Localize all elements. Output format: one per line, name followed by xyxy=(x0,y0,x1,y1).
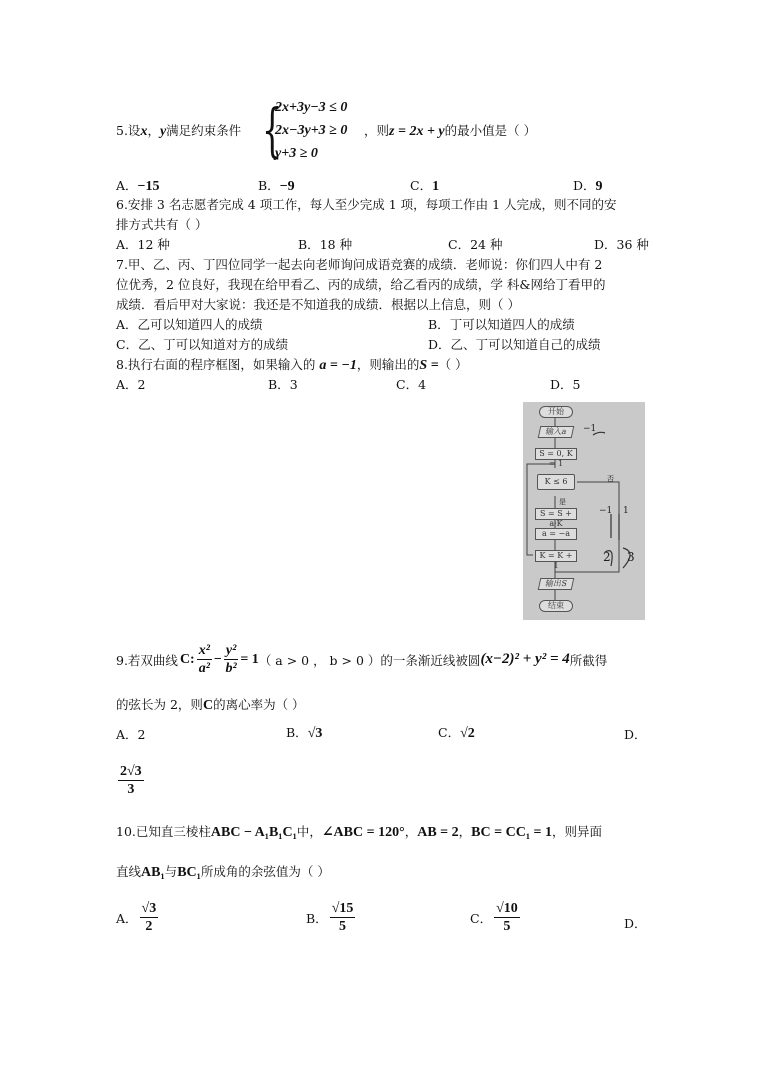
q5-option-c-value: 1 xyxy=(432,179,440,194)
q9-option-b-value: √3 xyxy=(307,726,323,741)
q9-option-c xyxy=(438,723,475,742)
q6-option-c xyxy=(448,235,502,253)
q10-option-c-num: √10 xyxy=(496,901,518,916)
q6-option-b xyxy=(298,235,352,253)
q9-option-d-label: D． xyxy=(624,727,647,742)
q8-option-c xyxy=(396,375,426,393)
q9-text-c: 所截得 xyxy=(569,652,608,668)
q8-option-c-value: 4 xyxy=(418,377,427,392)
q6-option-c-label: C． xyxy=(448,237,471,252)
flowchart-photo xyxy=(523,402,645,620)
q5-constraint-3: y+3 ≥ 0 xyxy=(275,146,318,161)
q9-d-num: 2√3 xyxy=(120,764,142,779)
q5-option-a-value: −15 xyxy=(137,179,160,194)
q7-line-2: 位优秀，2 位良好，我现在给甲看乙、丙的成绩，给乙看丙的成绩，学 科&网给丁看甲的 xyxy=(116,277,606,292)
q7-option-b-label: B． xyxy=(428,317,450,332)
q6-line-1: 6.安排 3 名志愿者完成 4 项工作，每人至少完成 1 项，每项工作由 1 人完成，则不同的安 xyxy=(116,197,617,212)
q10-sep-1: ， xyxy=(404,824,418,839)
q5-text-a: 5.设 xyxy=(116,123,141,138)
q5-var-y: y xyxy=(159,124,167,139)
flowchart-handwriting-2: −1 xyxy=(599,506,613,516)
q7-option-a-value: 乙可以知道四人的成绩 xyxy=(137,317,263,332)
q10-option-a-den: 2 xyxy=(145,919,153,934)
q9-text-d: 的弦长为 2，则 xyxy=(116,697,203,712)
q5-option-b-value: −9 xyxy=(279,179,295,194)
flowchart-handwriting-1: −1 xyxy=(583,424,597,434)
q9-option-a-value: 2 xyxy=(137,727,146,742)
q5-sep: ， xyxy=(147,123,160,138)
q8-stem xyxy=(116,355,468,374)
q9-fraction-y xyxy=(224,642,238,677)
q6-option-a-value: 12 种 xyxy=(137,237,170,252)
q10-option-c xyxy=(470,900,522,935)
q6-option-c-value: 24 种 xyxy=(470,237,503,252)
q10-sep-2: ， xyxy=(458,824,472,839)
flowchart-start: 开始 xyxy=(539,406,573,418)
q10-ab1: AB₁ xyxy=(141,865,165,880)
q6-option-a xyxy=(116,235,170,253)
flowchart-condition: K ≤ 6 xyxy=(537,474,575,490)
q7-option-d-label: D． xyxy=(428,337,451,352)
q5-option-d xyxy=(573,176,603,195)
flowchart-handwriting-4: 2 xyxy=(603,550,611,564)
q7-option-d xyxy=(428,335,601,353)
q10-prism: ABC − A₁B₁C₁ xyxy=(210,825,297,840)
flowchart-input: 输入a xyxy=(538,426,575,438)
q10-option-a-num: √3 xyxy=(141,901,157,916)
q9-text-b: 的一条渐近线被圆 xyxy=(380,652,481,668)
q9-equals-one: = 1 xyxy=(240,651,259,667)
q5-option-b-label: B． xyxy=(258,178,280,193)
q10-text-c: ，则异面 xyxy=(552,824,603,839)
q10-text-a: 10.已知直三棱柱 xyxy=(116,824,211,839)
q6-option-d xyxy=(594,235,649,253)
q6-option-d-value: 36 种 xyxy=(616,237,649,252)
q8-option-d xyxy=(550,375,580,393)
q9-frac-x-num: x² xyxy=(198,643,210,658)
q5-var-x: x xyxy=(140,124,148,139)
q9-circle-eq: (x−2)² + y² = 4 xyxy=(480,651,570,667)
q8-text-a: 8.执行右面的程序框图，如果输入的 xyxy=(116,357,316,372)
q8-text-b: ，则输出的 xyxy=(356,357,420,372)
q7-option-a-label: A． xyxy=(116,317,138,332)
q5-option-d-label: D． xyxy=(573,178,596,193)
q8-output-var: S = xyxy=(419,358,439,373)
q9-d-den: 3 xyxy=(127,782,135,797)
q9-minus: − xyxy=(213,651,222,667)
q10-option-b-den: 5 xyxy=(339,919,347,934)
q5-option-a-label: A． xyxy=(116,178,138,193)
q9-text-e: 的离心率为（ ） xyxy=(213,697,305,712)
q8-option-b xyxy=(268,375,298,393)
q7-option-c xyxy=(116,335,288,353)
q9-frac-x-den: a² xyxy=(198,661,210,676)
q10-option-d xyxy=(624,914,647,932)
q10-option-b-num: √15 xyxy=(331,901,354,916)
q10-text-d: 直线 xyxy=(116,864,142,879)
q7-line-3: 成绩．看后甲对大家说：我还是不知道我的成绩．根据以上信息，则（ ） xyxy=(116,297,520,312)
q10-line-2 xyxy=(116,862,330,881)
q7-option-b xyxy=(428,315,575,333)
q8-option-a-label: A． xyxy=(116,377,138,392)
q6-line-2: 排方式共有（ ） xyxy=(116,217,208,232)
q10-option-b-frac xyxy=(330,900,356,935)
q9-option-b-label: B． xyxy=(286,725,308,740)
q7-line-1: 7.甲、乙、丙、丁四位同学一起去向老师询问成语竞赛的成绩．老师说：你们四人中有 2 xyxy=(116,257,603,272)
q9-option-b xyxy=(286,723,322,742)
q9-option-a-label: A． xyxy=(116,727,138,742)
q5-option-a xyxy=(116,176,160,195)
q5-option-d-value: 9 xyxy=(595,179,603,194)
q9-condition: （ a > 0 ， b > 0 ） xyxy=(258,652,381,668)
q5-constraint-2: 2x−3y+3 ≥ 0 xyxy=(275,123,348,138)
q6-option-b-label: B． xyxy=(298,237,320,252)
q10-text-e: 与 xyxy=(164,864,178,879)
q9-line-2 xyxy=(116,695,305,714)
flowchart-step-negate: a = −a xyxy=(535,528,577,540)
q6-option-b-value: 18 种 xyxy=(319,237,353,252)
q6-option-a-label: A． xyxy=(116,237,138,252)
q10-ab: AB = 2 xyxy=(417,825,459,840)
q10-option-a-label: A． xyxy=(116,910,138,926)
q5-text-d: 的最小值是（ ） xyxy=(444,123,537,138)
q5-objective: z = 2x + y xyxy=(389,124,445,139)
q8-input-value: a = −1 xyxy=(319,358,357,373)
q10-bc: BC = CC₁ = 1 xyxy=(471,825,552,840)
q9-option-d-fraction xyxy=(116,763,146,798)
q9-stem xyxy=(116,642,607,677)
q8-text-c: （ ） xyxy=(438,357,468,372)
q8-option-c-label: C． xyxy=(396,377,419,392)
q9-text-a: 9.若双曲线 xyxy=(116,652,178,668)
q5-text-c: ，则 xyxy=(364,123,390,138)
q9-frac-y-num: y² xyxy=(225,643,237,658)
flowchart-init: S = 0, K = 1 xyxy=(535,448,577,460)
flowchart-handwriting-3: 1 xyxy=(623,506,629,516)
q10-option-c-den: 5 xyxy=(503,919,511,934)
q9-d-frac xyxy=(118,763,144,798)
q7-option-c-value: 乙、丁可以知道对方的成绩 xyxy=(138,337,289,352)
q10-bc1: BC₁ xyxy=(177,865,201,880)
q5-brace: { xyxy=(262,96,283,164)
q5-stem xyxy=(116,121,241,140)
q5-text-b: 满足约束条件 xyxy=(166,123,242,138)
flowchart-output: 输出S xyxy=(538,578,575,590)
q10-angle: ∠ABC = 120° xyxy=(321,825,405,840)
flowchart-no-label: 否 xyxy=(607,475,614,483)
q10-option-a-frac xyxy=(140,900,159,935)
q7-option-c-label: C． xyxy=(116,337,139,352)
q5-option-c-label: C． xyxy=(410,178,433,193)
q9-curve-c: C xyxy=(202,698,214,713)
q9-frac-y-den: b² xyxy=(225,661,237,676)
q9-option-a xyxy=(116,725,145,743)
q10-text-f: 所成角的余弦值为（ ） xyxy=(200,864,330,879)
q8-option-a-value: 2 xyxy=(137,377,146,392)
q8-option-d-value: 5 xyxy=(572,377,581,392)
flowchart-end: 结束 xyxy=(539,600,573,612)
flowchart-step-increment: K = K + 1 xyxy=(535,550,577,562)
q5-option-b xyxy=(258,176,295,195)
flowchart-yes-label: 是 xyxy=(559,498,566,506)
q10-option-a xyxy=(116,900,160,935)
q7-option-a xyxy=(116,315,263,333)
q9-curve-name: C: xyxy=(179,651,195,667)
q7-option-d-value: 乙、丁可以知道自己的成绩 xyxy=(450,337,601,352)
q10-option-d-label: D． xyxy=(624,916,647,931)
q7-option-b-value: 丁可以知道四人的成绩 xyxy=(449,317,575,332)
q8-option-b-value: 3 xyxy=(289,377,298,392)
q9-option-c-value: √2 xyxy=(460,726,475,741)
q8-option-b-label: B． xyxy=(268,377,290,392)
flowchart-handwriting-5: 3 xyxy=(627,550,635,564)
q10-option-c-frac xyxy=(494,900,520,935)
q10-stem xyxy=(116,822,602,841)
q5-option-c xyxy=(410,176,439,195)
q8-option-a xyxy=(116,375,145,393)
q9-option-c-label: C． xyxy=(438,725,461,740)
q9-fraction-x xyxy=(197,642,212,677)
q10-text-b: 中， xyxy=(296,824,322,839)
q6-option-d-label: D． xyxy=(594,237,617,252)
q10-option-b xyxy=(306,900,357,935)
q8-option-d-label: D． xyxy=(550,377,573,392)
flowchart-step-sum: S = S + a·K xyxy=(535,508,577,520)
q10-option-b-label: B． xyxy=(306,910,328,926)
q5-stem-tail xyxy=(364,121,536,140)
q10-option-c-label: C． xyxy=(470,910,493,926)
q9-option-d xyxy=(624,725,647,743)
q5-constraint-1: 2x+3y−3 ≤ 0 xyxy=(275,100,348,115)
